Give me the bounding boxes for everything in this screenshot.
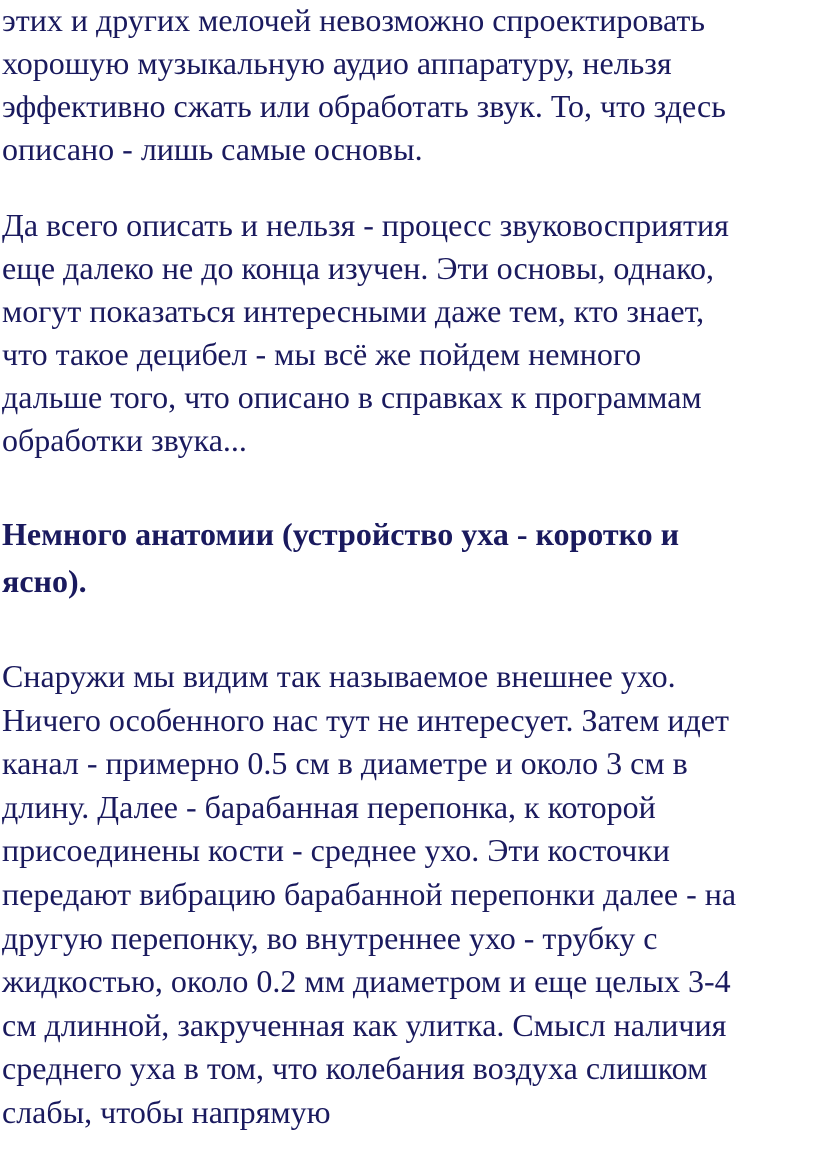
text-line: см длинной, закрученная как улитка. Смысл наличия bbox=[2, 1007, 727, 1043]
text-line: Снаружи мы видим так называемое внешнее ухо. bbox=[2, 658, 676, 694]
text-line: Да всего описать и нельзя - процесс звуковосприятия bbox=[2, 207, 729, 243]
text-line: слабы, чтобы напрямую bbox=[2, 1094, 331, 1130]
text-line: присоединены кости - среднее ухо. Эти косточки bbox=[2, 832, 670, 868]
text-line: могут показаться интересными даже тем, кто знает, bbox=[2, 293, 705, 329]
text-line: передают вибрацию барабанной перепонки далее - на bbox=[2, 876, 737, 912]
text-line: описано - лишь самые основы. bbox=[2, 131, 423, 167]
text-line: обработки звука... bbox=[2, 422, 247, 458]
text-line: что такое децибел - мы всё же пойдем немного bbox=[2, 336, 642, 372]
text-line: этих и других мелочей невозможно спроектировать bbox=[2, 2, 705, 38]
text-line: хорошую музыкальную аудио аппаратуру, нельзя bbox=[2, 45, 672, 81]
text-line: жидкостью, около 0.2 мм диаметром и еще целых 3-4 bbox=[2, 963, 731, 999]
text-line: Ничего особенного нас тут не интересует. Затем идет bbox=[2, 702, 729, 738]
heading-line: Немного анатомии (устройство уха - коротко и bbox=[2, 516, 680, 552]
text-line: еще далеко не до конца изучен. Эти основы, однако, bbox=[2, 250, 714, 286]
heading-line: ясно). bbox=[2, 563, 87, 599]
text-line: эффективно сжать или обработать звук. То, что здесь bbox=[2, 88, 726, 124]
text-line: длину. Далее - барабанная перепонка, к которой bbox=[2, 789, 656, 825]
text-line: другую перепонку, во внутреннее ухо - трубку с bbox=[2, 920, 658, 956]
text-line: канал - примерно 0.5 см в диаметре и около 3 см в bbox=[2, 745, 688, 781]
text-line: среднего уха в том, что колебания воздуха слишком bbox=[2, 1050, 708, 1086]
text-line: дальше того, что описано в справках к программам bbox=[2, 379, 702, 415]
